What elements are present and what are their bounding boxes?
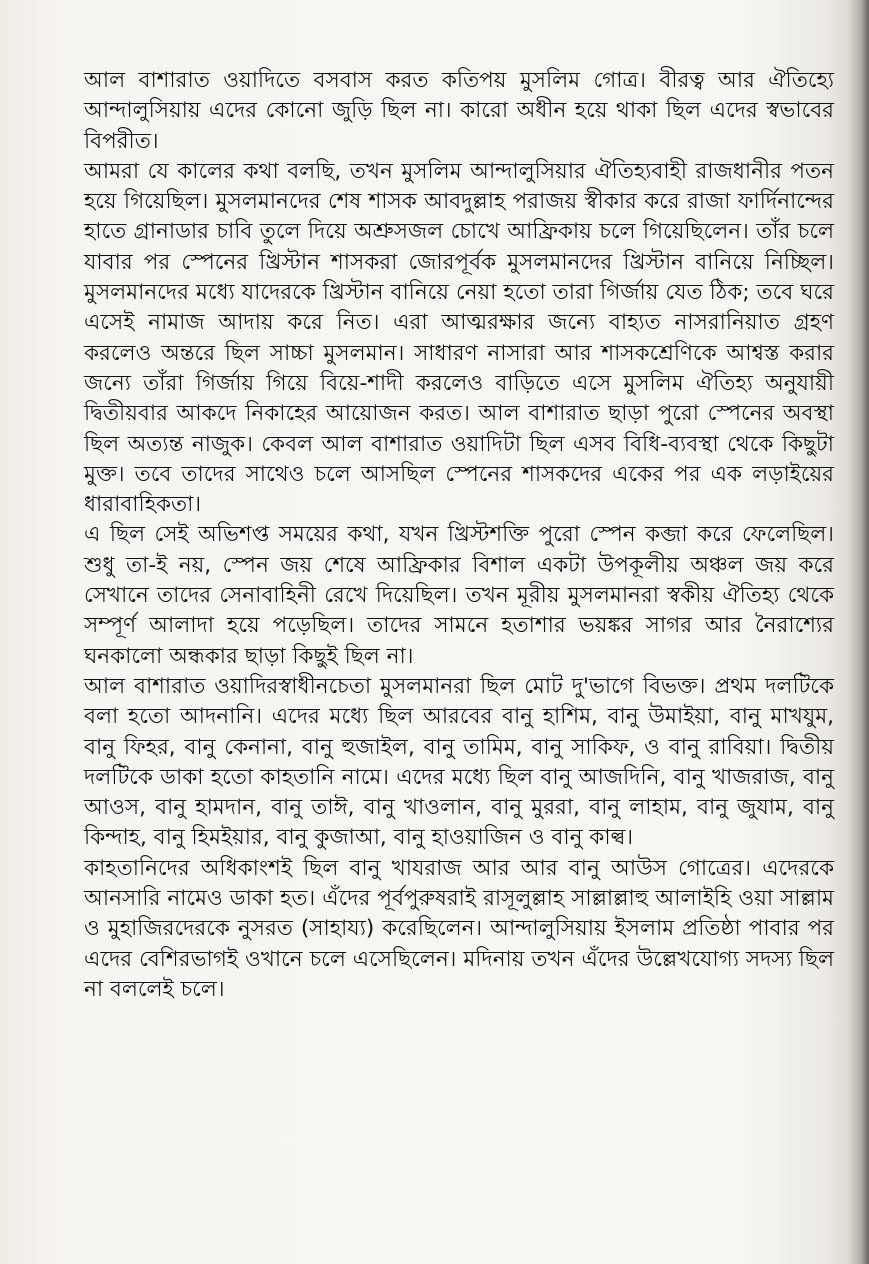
- paragraph-3: এ ছিল সেই অভিশপ্ত সময়ের কথা, যখন খ্রিস্টশক্তি পুরো স্পেন কব্জা করে ফেলেছিল। শুধু তা-ই নয়, স্পেন জয় শেষে আফ্রিকার বিশাল একটা উপকূলীয় অঞ্চল জয় করে সেখানে তাদের সেনাবাহিনী রেখে দিয়েছিল। তখন মূরীয় মুসলমানরা স্বকীয় ঐতিহ্য থেকে সম্পূর্ণ আলাদা হয়ে পড়েছিল। তাদের সামনে হতাশার ভয়ঙ্কর সাগর আর নৈরাশ্যের ঘনকালো অন্ধকার ছাড়া কিছুই ছিল না।: [84, 522, 834, 669]
- page-edge-shadow: [849, 0, 869, 1264]
- paragraph-5: কাহতানিদের অধিকাংশই ছিল বানু খাযরাজ আর আর বানু আউস গোত্রের। এদেরকে আনসারি নামেও ডাকা হত। এঁদের পূর্বপুরুষরাই রাসূলুল্লাহ সাল্লাল্লাহু আলাইহি ওয়া সাল্লাম ও মুহাজিরদেরকে নুসরত (সাহায্য) করেছিলেন। আন্দালুসিয়ায় ইসলাম প্রতিষ্ঠা পাবার পর এদের বেশিরভাগই ওখানে চলে এসেছিলেন। মদিনায় তখন এঁদের উল্লেখযোগ্য সদস্য ছিল না বললেই চলে।: [84, 855, 834, 1002]
- paragraph-1: আল বাশারাত ওয়াদিতে বসবাস করত কতিপয় মুসলিম গোত্র। বীরত্ব আর ঐতিহ্যে আন্দালুসিয়ায় এদের কোনো জুড়ি ছিল না। কারো অধীন হয়ে থাকা ছিল এদের স্বভাবের বিপরীত।: [84, 68, 834, 154]
- body-text: [84, 66, 834, 1005]
- paragraph-4: আল বাশারাত ওয়াদিরস্বাধীনচেতা মুসলমানরা ছিল মোট দু'ভাগে বিভক্ত। প্রথম দলটিকে বলা হতো আদনানি। এদের মধ্যে ছিল আরবের বানু হাশিম, বানু উমাইয়া, বানু মাখযুম, বানু ফিহর, বানু কেনানা, বানু হুজাইল, বানু তামিম, বানু সাকিফ, ও বানু রাবিয়া। দ্বিতীয় দলটিকে ডাকা হতো কাহতানি নামে। এদের মধ্যে ছিল বানু আজদিনি, বানু খাজরাজ, বানু আওস, বানু হামদান, বানু তাঈ, বানু খাওলান, বানু মুররা, বানু লাহাম, বানু জুযাম, বানু কিন্দাহ, বানু হিমইয়ার, বানু কুজাআ, বানু হাওয়াজিন ও বানু কাল্ব।: [84, 673, 834, 851]
- paragraph-2: আমরা যে কালের কথা বলছি, তখন মুসলিম আন্দালুসিয়ার ঐতিহ্যবাহী রাজধানীর পতন হয়ে গিয়েছিল। মুসলমানদের শেষ শাসক আবদুল্লাহ পরাজয় স্বীকার করে রাজা ফার্দিনান্দের হাতে গ্রানাডার চাবি তুলে দিয়ে অশ্রুসজল চোখে আফ্রিকায় চলে গিয়েছিলেন। তাঁর চলে যাবার পর স্পেনের খ্রিস্টান শাসকরা জোরপূর্বক মুসলমানদের খ্রিস্টান বানিয়ে নিচ্ছিল। মুসলমানদের মধ্যে যাদেরকে খ্রিস্টান বানিয়ে নেয়া হতো তারা গির্জায় যেত ঠিক; তবে ঘরে এসেই নামাজ আদায় করে নিত। এরা আত্মরক্ষার জন্যে বাহ্যত নাসরানিয়াত গ্রহণ করলেও অন্তরে ছিল সাচ্চা মুসলমান। সাধারণ নাসারা আর শাসকশ্রেণিকে আশ্বস্ত করার জন্যে তাঁরা গির্জায় গিয়ে বিয়ে-শাদী করলেও বাড়িতে এসে মুসলিম ঐতিহ্য অনুযায়ী দ্বিতীয়বার আকদে নিকাহের আয়োজন করত। আল বাশারাত ছাড়া পুরো স্পেনের অবস্থা ছিল অত্যন্ত নাজুক। কেবল আল বাশারাত ওয়াদিটা ছিল এসব বিধি-ব্যবস্থা থেকে কিছুটা মুক্ত। তবে তাদের সাথেও চলে আসছিল স্পেনের শাসকদের একের পর এক লড়াইয়ের ধারাবাহিকতা।: [84, 158, 834, 518]
